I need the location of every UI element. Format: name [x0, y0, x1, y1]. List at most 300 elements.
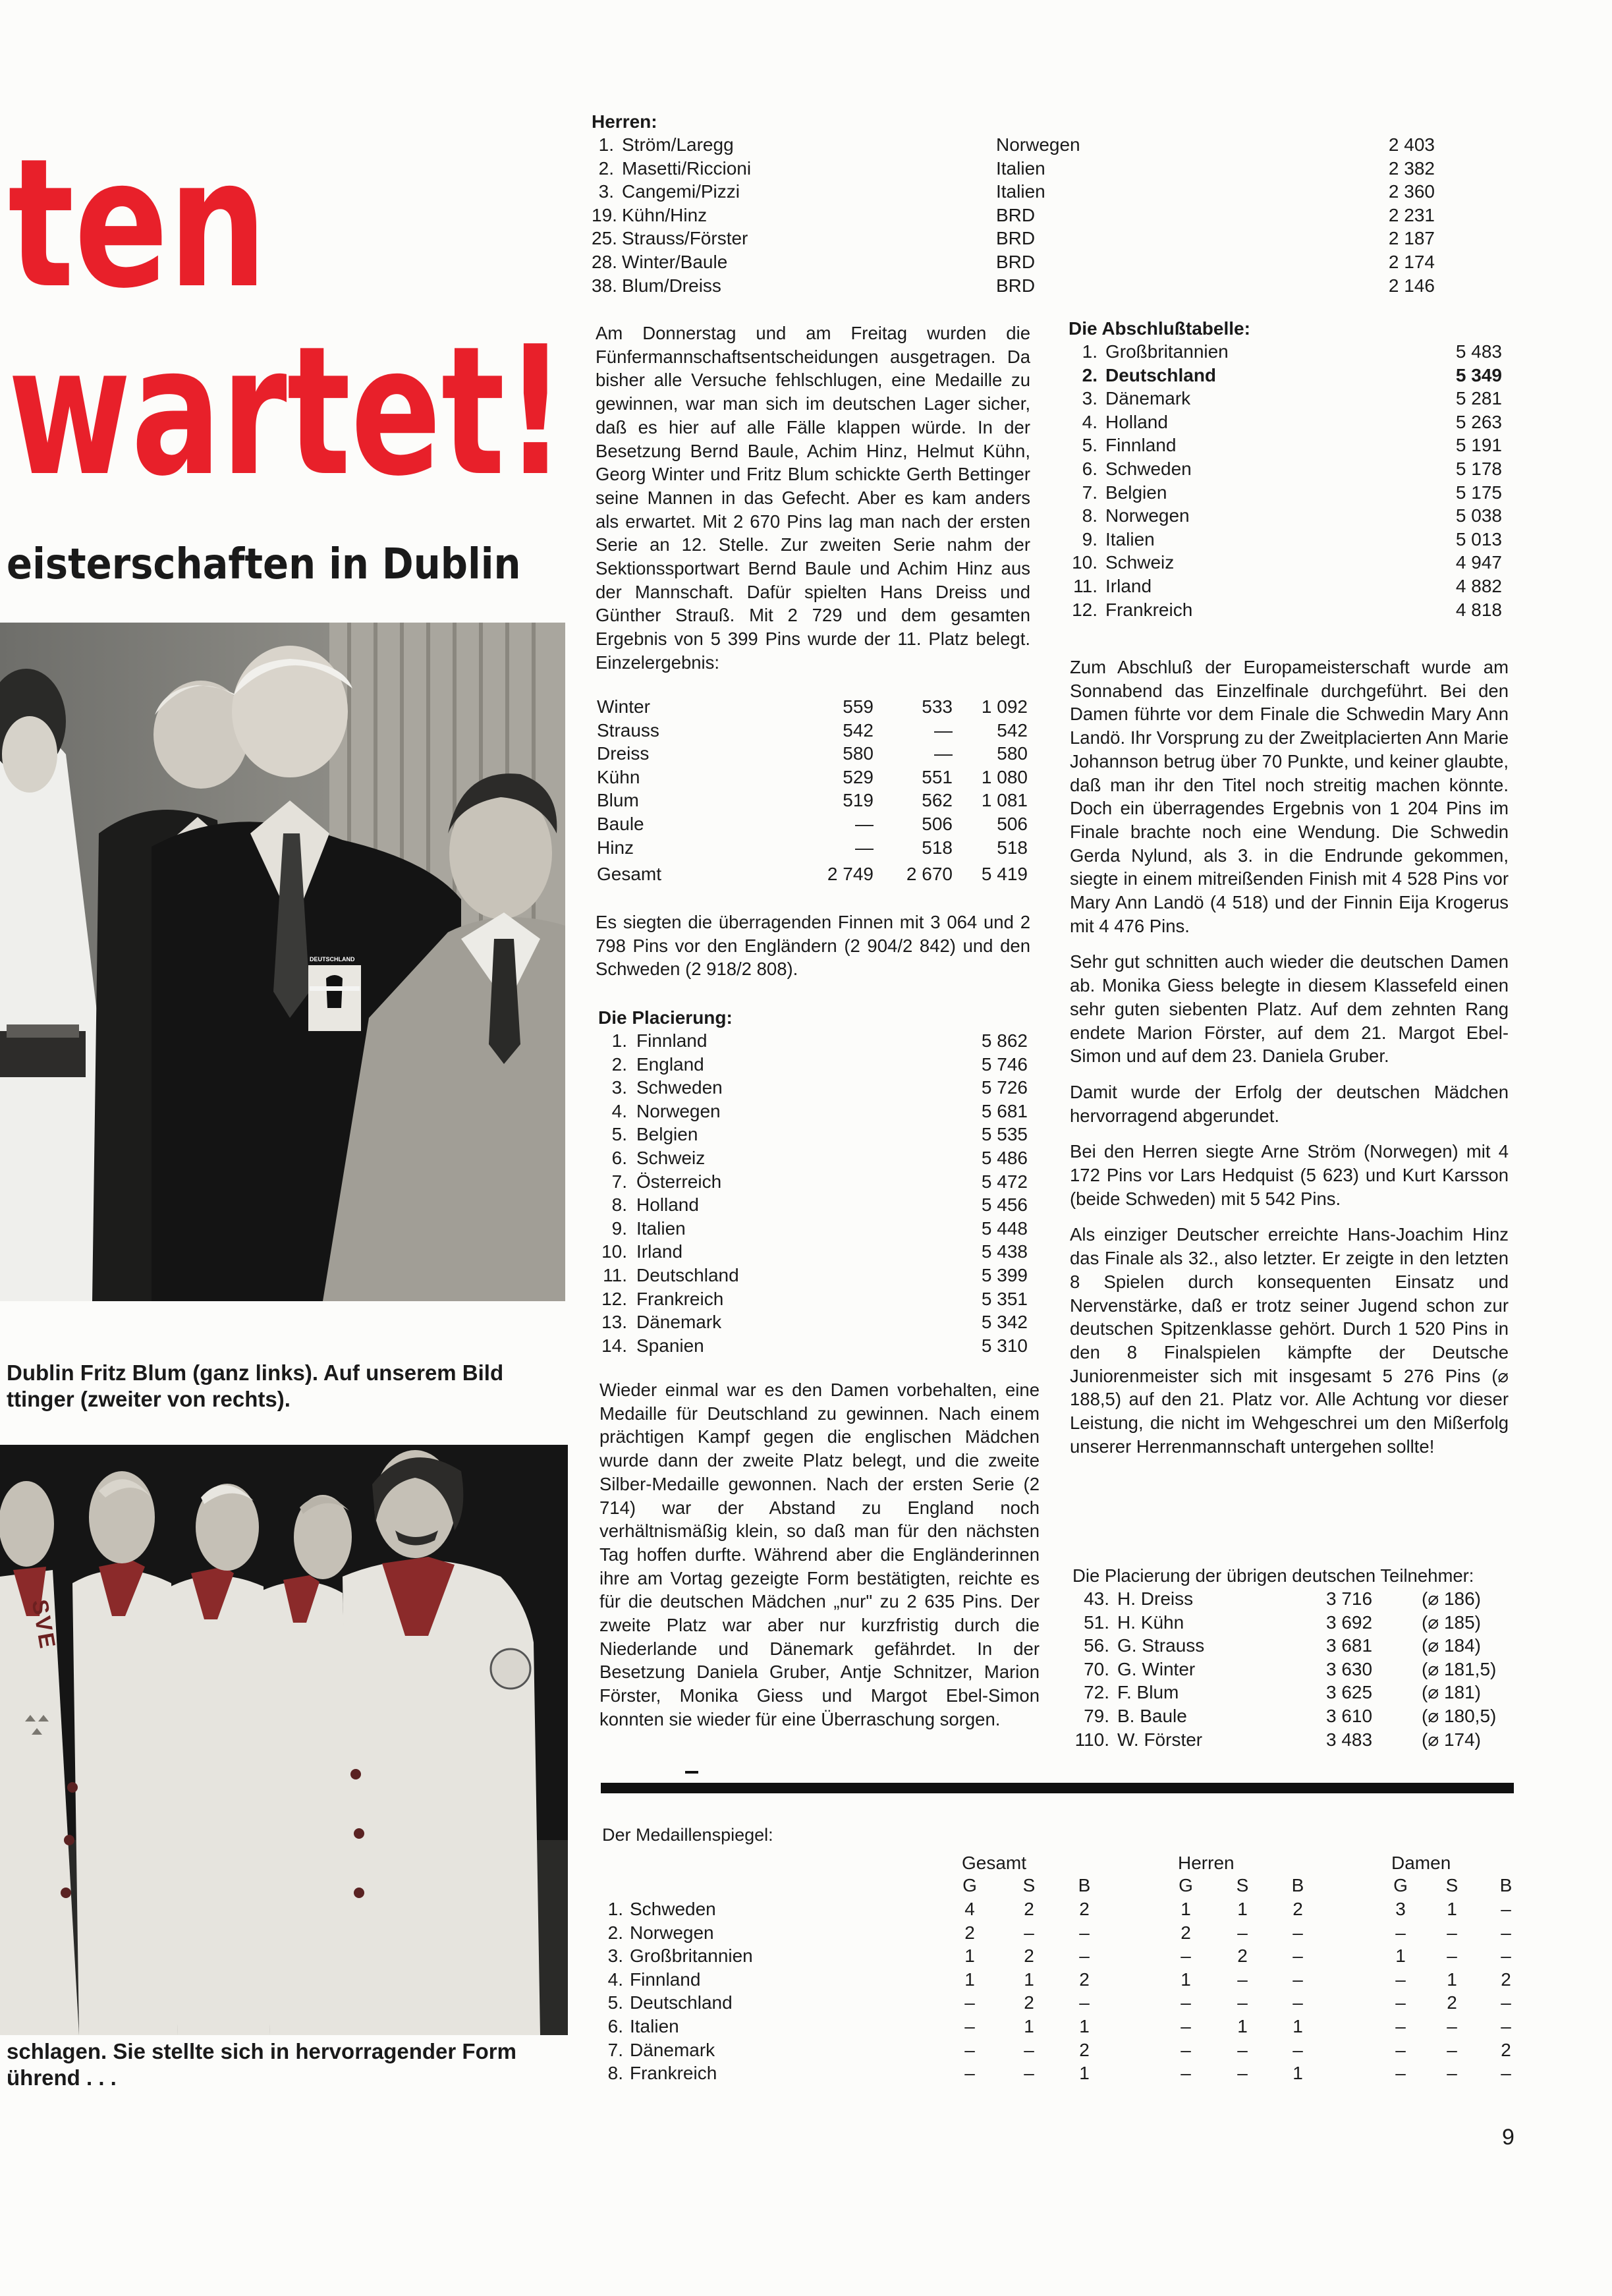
herren-country: BRD	[996, 275, 1036, 296]
einzel-row	[597, 719, 1038, 742]
einzel-row	[597, 695, 1038, 719]
einzel-results-table	[597, 695, 1038, 886]
uebrige-name: F. Blum	[1117, 1682, 1179, 1703]
uebrige-name: W. Förster	[1117, 1729, 1203, 1750]
placierung-row	[598, 1264, 1040, 1287]
placierung-rank: 13.	[601, 1312, 627, 1333]
medal-count: 3	[1395, 1899, 1406, 1919]
medal-rank: 2.	[607, 1922, 623, 1943]
placierung-row	[598, 1170, 1040, 1194]
herren-country: BRD	[996, 251, 1036, 272]
abschluss-score: 5 191	[1455, 435, 1502, 456]
caption-1-line-1: Dublin Fritz Blum (ganz links). Auf unserem Bild	[7, 1360, 504, 1385]
placierung-name: Irland	[636, 1241, 683, 1262]
medal-count: –	[1292, 1946, 1303, 1967]
abschluss-score: 5 349	[1455, 364, 1502, 385]
placierung-row	[598, 1053, 1040, 1077]
abschluss-score: 5 175	[1455, 482, 1502, 503]
herren-results-table	[592, 111, 1507, 297]
abschluss-rank: 5.	[1082, 435, 1098, 456]
medal-row	[601, 1968, 1516, 1992]
abschluss-name: Irland	[1105, 575, 1152, 596]
einzel-serie-2: —	[934, 719, 953, 741]
herren-row	[592, 180, 1507, 204]
medal-col-header: S	[1022, 1875, 1036, 1895]
column2-paras	[1070, 656, 1509, 1471]
placierung-name: Norwegen	[636, 1100, 721, 1121]
column1-para-1: Am Donnerstag und am Freitag wurden die Fünfermannschaftsentscheidungen ausgetragen. Da bisher alle Versuche fehlschlugen, eine Medaille zu gewinnen, war man sich im deutschen Lager sicher, daß es hier auf alle Fälle klappen würde. In der Besetzung Bernd Baule, Achim Hinz, Helmut Kühn, Georg Winter und Fritz Blum schickte Gerth Bettinger seine Mannen in das Gefecht. Aber es kam anders als erwartet. Mit 2 670 Pins lag man nach der ersten Serie an 12. Stelle. Zur zweiten Serie nahm der Sektionssportwart Bernd Baule und Achim Hinz aus der Mannschaft. Dafür spielten Hans Dreiss und Günther Strauß. Mit 2 729 und dem gesamten Ergebnis von 5 399 Pins wurde der 11. Platz belegt. Einzelergebnis:	[596, 323, 1030, 673]
einzel-total: 506	[997, 813, 1028, 834]
medal-count: 2	[1079, 2039, 1090, 2060]
medal-count: 2	[1501, 2039, 1511, 2060]
medal-count: –	[1237, 1992, 1248, 2013]
abschluss-rank: 7.	[1082, 482, 1098, 503]
uebrige-row	[1072, 1704, 1520, 1728]
medal-count: 1	[1292, 2063, 1303, 2084]
abschluss-rank: 6.	[1082, 458, 1098, 479]
medal-count: –	[1024, 1922, 1034, 1943]
herren-rank: 38.	[592, 275, 617, 296]
abschluss-rank: 3.	[1082, 388, 1098, 409]
abschluss-row	[1069, 434, 1507, 457]
abschluss-rank: 8.	[1082, 505, 1098, 526]
herren-country: Italien	[996, 181, 1045, 202]
medal-count: –	[1181, 2039, 1191, 2060]
column1-para-3: Wieder einmal war es den Damen vorbehalten, eine Medaille für Deutschland zu gewinnen. Nach einem prächtigen Kampf gegen die englischen Mädchen wurde dann der zweite Platz belegt, und die zweite Silber-Medaille gewonnen. Nach der ersten Serie (2 714) war der Abstand zu England noch verhältnismäßig klein, so daß man für den nächsten Tag hoffen durfte. Während aber die Engländerinnen ihre am Vortag gezeigte Form bestätigten, reichte es für die deutschen Mädchen „nur" zu 2 635 Pins. Der zweite Platz war aber nur kurzfristig durch die Niederlande und Dänemark gefährdet. In der Besetzung Daniela Gruber, Antje Schnitzer, Marion Förster, Monika Giess und Margot Ebel-Simon konnten sie wieder für eine Überraschung sorgen.	[599, 1380, 1040, 1729]
herren-name: Cangemi/Pizzi	[622, 181, 740, 202]
placierung-score: 5 342	[981, 1312, 1028, 1333]
medal-rank: 5.	[607, 1992, 623, 2013]
einzel-row	[597, 766, 1038, 789]
einzel-serie-2: 533	[922, 696, 953, 717]
placierung-name: Belgien	[636, 1124, 698, 1145]
einzel-name: Winter	[597, 696, 650, 717]
abschluss-score: 4 882	[1455, 575, 1502, 596]
medal-count: 4	[964, 1899, 975, 1919]
placierung-rank: 3.	[611, 1077, 627, 1098]
abschluss-rank: 4.	[1082, 411, 1098, 432]
placierung-name: Österreich	[636, 1171, 722, 1192]
abschluss-score: 5 038	[1455, 505, 1502, 526]
column2-para-2: Sehr gut schnitten auch wieder die deutschen Damen ab. Monika Giess belegte in diesem Klassefeld einen sehr guten siebenten Platz. Auf dem zehnten Rang endete Marion Förster, auf dem 21. Margot Ebel-Simon und auf dem 23. Daniela Gruber.	[1070, 951, 1509, 1067]
medal-row	[601, 2038, 1516, 2062]
abschluss-name: Norwegen	[1105, 505, 1190, 526]
abschluss-row	[1069, 598, 1507, 622]
medal-country: Deutschland	[630, 1992, 733, 2013]
medal-row	[601, 1944, 1516, 1968]
einzel-total: 580	[997, 743, 1028, 764]
medal-count: 1	[1181, 1969, 1191, 1990]
placierung-rank: 14.	[601, 1335, 627, 1356]
medal-count: 1	[964, 1946, 975, 1967]
medal-count: –	[1024, 2063, 1034, 2084]
abschluss-score: 5 178	[1455, 458, 1502, 479]
placierung-name: Deutschland	[636, 1264, 739, 1285]
einzel-row	[597, 836, 1038, 860]
medal-count: 1	[1447, 1899, 1457, 1919]
einzel-serie-1: —	[855, 837, 874, 858]
column2-para-3: Damit wurde der Erfolg der deutschen Mädchen hervorragend abgerundet.	[1070, 1081, 1509, 1126]
medal-count: 1	[1447, 1969, 1457, 1990]
einzel-serie-1: 519	[843, 790, 874, 811]
medal-group-header: Herren	[1178, 1853, 1235, 1873]
einzel-total: 1 081	[981, 790, 1028, 811]
placierung-rank: 6.	[611, 1147, 627, 1168]
medal-count: –	[1501, 1922, 1511, 1943]
medal-count: –	[964, 2063, 975, 2084]
uebrige-table	[1072, 1565, 1520, 1751]
placierung-row	[598, 1287, 1040, 1311]
medal-count: –	[1079, 1946, 1090, 1967]
medal-col-header: G	[1179, 1875, 1193, 1895]
medal-count: –	[1501, 2063, 1511, 2084]
einzel-row	[597, 742, 1038, 766]
herren-score: 2 231	[1388, 204, 1435, 225]
herren-row	[592, 133, 1507, 157]
uebrige-pins: 3 716	[1326, 1588, 1373, 1609]
medal-count: –	[1447, 2063, 1457, 2084]
herren-rank: 19.	[592, 204, 617, 225]
einzel-serie-1: 559	[843, 696, 874, 717]
abschluss-row	[1069, 364, 1507, 387]
uebrige-name: B. Baule	[1117, 1705, 1187, 1726]
medal-count: –	[1181, 1946, 1191, 1967]
medal-count: 1	[1079, 2063, 1090, 2084]
placierung-rank: 11.	[603, 1264, 627, 1285]
placierung-row	[598, 1310, 1040, 1334]
jacket-text: SVE	[26, 1598, 61, 1652]
herren-row	[592, 204, 1507, 227]
medal-count: –	[1447, 2039, 1457, 2060]
medal-count: –	[1395, 1969, 1406, 1990]
medal-count: 2	[1024, 1992, 1034, 2013]
medal-col-header: B	[1078, 1875, 1091, 1895]
placierung-name: Finnland	[636, 1030, 708, 1051]
medal-count: –	[1447, 2015, 1457, 2036]
medal-count: 1	[1024, 1969, 1034, 1990]
abschluss-row	[1069, 457, 1507, 481]
uebrige-rank: 43.	[1084, 1588, 1109, 1609]
uebrige-rank: 56.	[1084, 1635, 1109, 1656]
placierung-name: England	[636, 1053, 704, 1075]
medal-count: 2	[1079, 1969, 1090, 1990]
herren-name: Strauss/Förster	[622, 228, 748, 249]
placierung-score: 5 351	[981, 1288, 1028, 1309]
medal-count: –	[1501, 1946, 1511, 1967]
placierung-name: Frankreich	[636, 1288, 724, 1309]
medal-count: –	[1237, 2039, 1248, 2060]
abschluss-score: 5 013	[1455, 528, 1502, 549]
abschluss-rank: 12.	[1072, 599, 1098, 620]
herren-rank: 25.	[592, 228, 617, 249]
headline-line-1: ten	[8, 120, 267, 327]
medal-country: Frankreich	[630, 2063, 717, 2084]
medal-count: –	[1395, 1922, 1406, 1943]
einzel-total: 518	[997, 837, 1028, 858]
medal-group-header: Gesamt	[962, 1853, 1027, 1873]
einzel-name: Gesamt	[597, 864, 662, 885]
medal-rank: 6.	[607, 2015, 623, 2036]
herren-name: Ström/Laregg	[622, 134, 734, 155]
herren-score: 2 146	[1388, 275, 1435, 296]
herren-country: BRD	[996, 228, 1036, 249]
medal-count: 1	[1237, 1899, 1248, 1919]
uebrige-title: Die Placierung der übrigen deutschen Teilnehmer:	[1072, 1565, 1474, 1586]
herren-row	[592, 227, 1507, 250]
einzel-serie-1: 529	[843, 766, 874, 787]
herren-name: Winter/Baule	[622, 251, 728, 272]
uebrige-avg: (⌀ 180,5)	[1422, 1705, 1497, 1726]
placierung-rank: 1.	[611, 1030, 627, 1051]
placierung-score: 5 448	[981, 1218, 1028, 1239]
medal-count: 1	[1395, 1946, 1406, 1967]
medal-count: –	[964, 2039, 975, 2060]
uebrige-pins: 3 625	[1326, 1682, 1373, 1703]
medal-count: –	[1447, 1922, 1457, 1943]
abschluss-row	[1069, 340, 1507, 364]
medal-count: –	[1181, 2015, 1191, 2036]
abschluss-score: 4 947	[1455, 552, 1502, 573]
medal-count: –	[1237, 1922, 1248, 1943]
einzel-name: Blum	[597, 790, 639, 811]
einzel-serie-2: 518	[922, 837, 953, 858]
placierung-score: 5 310	[981, 1335, 1028, 1356]
einzel-row	[597, 789, 1038, 812]
medal-country: Italien	[630, 2015, 679, 2036]
uebrige-name: H. Kühn	[1117, 1611, 1184, 1633]
placierung-rank: 4.	[611, 1100, 627, 1121]
placierung-score: 5 681	[981, 1100, 1028, 1121]
placierung-row	[598, 1123, 1040, 1146]
uebrige-avg: (⌀ 181)	[1422, 1682, 1482, 1703]
herren-country: Norwegen	[996, 134, 1080, 155]
abschluss-rank: 1.	[1082, 341, 1098, 362]
placierung-rank: 5.	[611, 1124, 627, 1145]
abschluss-name: Holland	[1105, 411, 1168, 432]
einzel-total: 1 092	[981, 696, 1028, 717]
uebrige-row	[1072, 1611, 1520, 1635]
einzel-name: Kühn	[597, 766, 640, 787]
medal-col-header: G	[1393, 1875, 1408, 1895]
herren-rank: 2.	[598, 157, 614, 179]
placierung-rank: 8.	[611, 1194, 627, 1216]
placierung-row	[598, 1146, 1040, 1170]
medal-count: –	[1395, 2039, 1406, 2060]
medal-count: 2	[1447, 1992, 1457, 2013]
herren-rank: 3.	[598, 181, 614, 202]
placierung-table	[598, 1007, 1040, 1357]
abschluss-title: Die Abschlußtabelle:	[1069, 318, 1250, 339]
medal-country: Dänemark	[630, 2039, 715, 2060]
medal-row	[601, 1897, 1516, 1921]
medal-count: –	[1292, 1992, 1303, 2013]
einzel-serie-2: —	[934, 743, 953, 764]
uebrige-row	[1072, 1634, 1520, 1658]
placierung-rank: 9.	[611, 1218, 627, 1239]
medaillen-title: Der Medaillenspiegel:	[602, 1825, 773, 1845]
placierung-score: 5 438	[981, 1241, 1028, 1262]
placierung-name: Dänemark	[636, 1312, 722, 1333]
herren-score: 2 403	[1388, 134, 1435, 155]
abschluss-score: 5 281	[1455, 388, 1502, 409]
medal-count: –	[1395, 2015, 1406, 2036]
medaillen-table	[601, 1853, 1516, 2085]
herren-name: Blum/Dreiss	[622, 275, 721, 296]
herren-name: Masetti/Riccioni	[622, 157, 752, 179]
placierung-row	[598, 1076, 1040, 1100]
herren-score: 2 174	[1388, 251, 1435, 272]
caption-2-line-1: schlagen. Sie stellte sich in hervorragender Form	[7, 2039, 516, 2063]
uebrige-rank: 79.	[1084, 1705, 1109, 1726]
placierung-score: 5 399	[981, 1264, 1028, 1285]
placierung-score: 5 726	[981, 1077, 1028, 1098]
placierung-name: Italien	[636, 1218, 686, 1239]
placierung-rank: 10.	[601, 1241, 627, 1262]
placierung-name: Schweden	[636, 1077, 723, 1098]
einzel-name: Strauss	[597, 719, 659, 741]
herren-score: 2 360	[1388, 181, 1435, 202]
medal-count: –	[1079, 1992, 1090, 2013]
abschluss-rank: 9.	[1082, 528, 1098, 549]
herren-country: BRD	[996, 204, 1036, 225]
abschluss-rank: 2.	[1082, 364, 1098, 385]
einzel-serie-1: 2 749	[827, 864, 874, 885]
herren-rank: 28.	[592, 251, 617, 272]
placierung-score: 5 472	[981, 1171, 1028, 1192]
abschluss-rank: 11.	[1073, 575, 1098, 596]
medal-count: 1	[964, 1969, 975, 1990]
medal-country: Großbritannien	[630, 1946, 753, 1967]
medal-count: –	[1181, 2063, 1191, 2084]
medal-col-header: S	[1236, 1875, 1249, 1895]
einzel-name: Baule	[597, 813, 644, 834]
uebrige-avg: (⌀ 186)	[1422, 1588, 1482, 1609]
abschluss-name: Finnland	[1105, 435, 1177, 456]
medal-count: –	[1395, 1992, 1406, 2013]
medal-rank: 7.	[607, 2039, 623, 2060]
uebrige-row	[1072, 1681, 1520, 1704]
placierung-score: 5 535	[981, 1124, 1028, 1145]
abschluss-name: Italien	[1105, 528, 1155, 549]
herren-title: Herren:	[592, 111, 657, 132]
medal-count: 2	[1024, 1899, 1034, 1919]
herren-row	[592, 274, 1507, 298]
placierung-score: 5 456	[981, 1194, 1028, 1216]
medal-group-header: Damen	[1391, 1853, 1451, 1873]
placierung-rank: 12.	[601, 1288, 627, 1309]
medal-count: 1	[1292, 2015, 1303, 2036]
column2-para-1: Zum Abschluß der Europameisterschaft wurde am Sonnabend das Einzelfinale durchgeführt. Bei den Damen führte vor dem Finale die Schwedin Mary Ann Landö. Ihr Vorsprung zu der Zweitplacierten Ann Marie Johannson betrug über 70 Punkte, und keiner glaubte, daß man ihr den Titel noch streitig machen könnte. Doch ein überragendes Ergebnis von 1 204 Pins im Finale brachte noch eine Wendung. Die Schwedin Gerda Nylund, als 3. in die Endrunde gekommen, siegte in einem mitreißenden Finish mit 4 528 Pins vor Mary Ann Landö (4 518) und der Finnin Eija Krogerus mit 4 476 Pins.	[1070, 657, 1509, 936]
einzel-serie-1: —	[855, 813, 874, 834]
medal-country: Norwegen	[630, 1922, 714, 1943]
medal-rank: 3.	[607, 1946, 623, 1967]
herren-row	[592, 250, 1507, 274]
medal-count: –	[1292, 2039, 1303, 2060]
abschluss-name: Belgien	[1105, 482, 1167, 503]
medal-col-header: S	[1445, 1875, 1459, 1895]
medal-count: 2	[1292, 1899, 1303, 1919]
placierung-row	[598, 1217, 1040, 1241]
uebrige-row	[1072, 1658, 1520, 1681]
abschluss-row	[1069, 410, 1507, 434]
einzel-total: 542	[997, 719, 1028, 741]
einzel-name: Hinz	[597, 837, 634, 858]
medal-count: –	[1501, 1992, 1511, 2013]
uebrige-avg: (⌀ 185)	[1422, 1611, 1482, 1633]
headline-line-2: wartet!	[8, 308, 566, 515]
medal-country: Finnland	[630, 1969, 701, 1990]
einzel-total: 5 419	[981, 864, 1028, 885]
placierung-rank: 2.	[611, 1053, 627, 1075]
einzel-total: 1 080	[981, 766, 1028, 787]
medal-rank: 1.	[607, 1899, 623, 1919]
medal-count: 2	[1237, 1946, 1248, 1967]
placierung-row	[598, 1193, 1040, 1217]
uebrige-row	[1072, 1728, 1520, 1752]
medal-col-header: B	[1499, 1875, 1513, 1895]
uebrige-name: G. Winter	[1117, 1658, 1196, 1679]
uebrige-rank: 110.	[1074, 1729, 1109, 1750]
abschluss-table	[1069, 318, 1507, 621]
medal-count: 2	[1024, 1946, 1034, 1967]
uebrige-row	[1072, 1587, 1520, 1611]
abschluss-row	[1069, 387, 1507, 410]
medal-count: 1	[1181, 1899, 1191, 1919]
abschluss-row	[1069, 504, 1507, 528]
abschluss-name: Schweiz	[1105, 552, 1175, 573]
medal-row	[601, 2015, 1516, 2038]
einzel-serie-2: 506	[922, 813, 953, 834]
medal-count: –	[1181, 1992, 1191, 2013]
uebrige-pins: 3 692	[1326, 1611, 1373, 1633]
abschluss-name: Großbritannien	[1105, 341, 1229, 362]
placierung-row	[598, 1334, 1040, 1358]
medal-count: –	[1395, 2063, 1406, 2084]
einzel-row	[597, 862, 1038, 886]
medal-col-header: B	[1291, 1875, 1304, 1895]
einzel-serie-1: 580	[843, 743, 874, 764]
medal-count: 1	[1237, 2015, 1248, 2036]
medal-count: 1	[1079, 2015, 1090, 2036]
medal-count: –	[1024, 2039, 1034, 2060]
abschluss-name: Schweden	[1105, 458, 1192, 479]
caption-1-line-2: ttinger (zweiter von rechts).	[7, 1387, 291, 1411]
uebrige-name: H. Dreiss	[1117, 1588, 1194, 1609]
abschluss-rank: 10.	[1072, 552, 1098, 573]
medal-count: –	[1501, 1899, 1511, 1919]
uebrige-rank: 70.	[1084, 1658, 1109, 1679]
herren-country: Italien	[996, 157, 1045, 179]
herren-row	[592, 157, 1507, 181]
abschluss-row	[1069, 481, 1507, 505]
medal-count: –	[1501, 2015, 1511, 2036]
medal-count: 2	[1079, 1899, 1090, 1919]
einzel-name: Dreiss	[597, 743, 650, 764]
herren-rank: 1.	[598, 134, 614, 155]
abschluss-score: 5 483	[1455, 341, 1502, 362]
medal-count: –	[964, 2015, 975, 2036]
placierung-row	[598, 1240, 1040, 1264]
emblem-text: DEUTSCHLAND	[310, 956, 355, 963]
medal-row	[601, 1991, 1516, 2015]
rule-mark	[685, 1771, 698, 1774]
herren-score: 2 187	[1388, 228, 1435, 249]
uebrige-pins: 3 610	[1326, 1705, 1373, 1726]
medal-count: 1	[1024, 2015, 1034, 2036]
uebrige-name: G. Strauss	[1117, 1635, 1205, 1656]
abschluss-row	[1069, 574, 1507, 598]
medal-count: –	[964, 1992, 975, 2013]
